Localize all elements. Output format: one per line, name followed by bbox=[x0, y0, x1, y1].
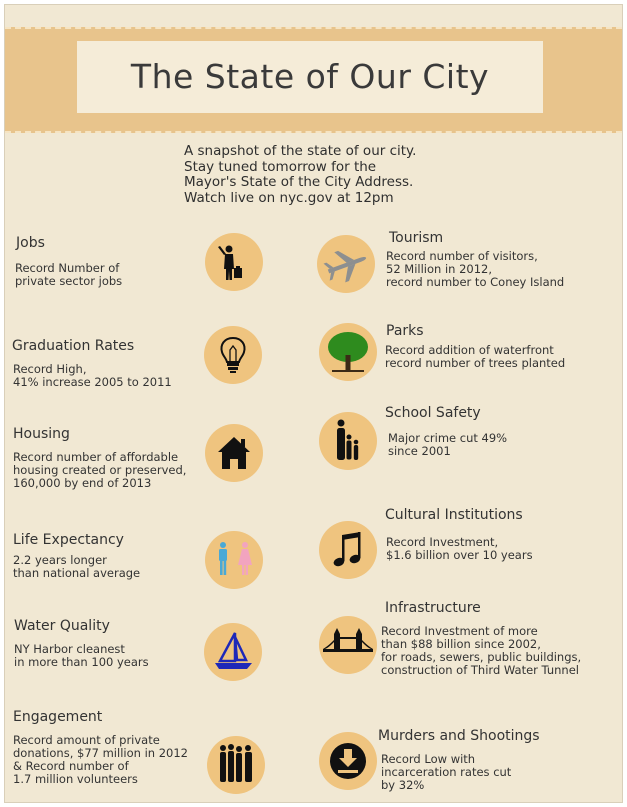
school-safety-heading: School Safety bbox=[385, 405, 481, 421]
house-icon bbox=[205, 424, 263, 482]
graduation-heading: Graduation Rates bbox=[12, 338, 135, 354]
desc-line: than $88 billion since 2002, bbox=[381, 637, 541, 651]
businessman-icon bbox=[205, 233, 263, 291]
parks-description bbox=[385, 344, 565, 370]
music-note-icon bbox=[319, 521, 377, 579]
desc-line: in more than 100 years bbox=[14, 655, 149, 669]
desc-line: NY Harbor cleanest bbox=[14, 642, 125, 656]
murders-shootings-description bbox=[381, 753, 511, 792]
cultural-institutions-description bbox=[386, 536, 533, 562]
tourism-heading: Tourism bbox=[389, 230, 444, 246]
infographic-page bbox=[4, 4, 623, 803]
graduation-description bbox=[13, 363, 172, 389]
jobs-heading: Jobs bbox=[16, 235, 45, 251]
school-safety-icon-badge bbox=[319, 412, 377, 470]
tree-icon bbox=[319, 323, 377, 381]
desc-line: Record number of visitors, bbox=[386, 249, 538, 263]
desc-line: incarceration rates cut bbox=[381, 765, 512, 779]
intro-line: Stay tuned tomorrow for the bbox=[184, 158, 377, 175]
desc-line: Record Investment, bbox=[386, 535, 499, 549]
infrastructure-description bbox=[381, 625, 581, 677]
housing-description bbox=[13, 451, 186, 490]
intro-line: A snapshot of the state of our city. bbox=[184, 143, 417, 159]
volunteers-group-icon bbox=[207, 736, 265, 794]
page-title: The State of Our City bbox=[130, 57, 490, 96]
airplane-icon bbox=[317, 235, 375, 293]
desc-line: Record Investment of more bbox=[381, 624, 538, 638]
tourism-icon-badge bbox=[317, 235, 375, 293]
intro-text bbox=[184, 144, 484, 206]
infrastructure-icon-badge bbox=[319, 616, 377, 674]
engagement-icon-badge bbox=[207, 736, 265, 794]
jobs-icon-badge bbox=[205, 233, 263, 291]
desc-line: Record amount of private bbox=[13, 733, 160, 747]
cultural-institutions-icon-badge bbox=[319, 521, 377, 579]
desc-line: than national average bbox=[13, 566, 141, 580]
life-expectancy-icon-badge bbox=[205, 531, 263, 589]
desc-line: construction of Third Water Tunnel bbox=[381, 663, 579, 677]
desc-line: record number to Coney Island bbox=[386, 275, 565, 289]
parks-heading: Parks bbox=[386, 323, 424, 339]
water-quality-heading: Water Quality bbox=[14, 618, 110, 634]
desc-line: Record addition of waterfront bbox=[385, 343, 554, 357]
intro-line: Watch live on nyc.gov at 12pm bbox=[184, 189, 394, 206]
life-expectancy-description bbox=[13, 554, 140, 580]
tourism-description bbox=[386, 250, 564, 289]
family-icon bbox=[319, 412, 377, 470]
desc-line: 160,000 by end of 2013 bbox=[13, 476, 152, 490]
desc-line: for roads, sewers, public buildings, bbox=[381, 650, 582, 664]
desc-line: 41% increase 2005 to 2011 bbox=[13, 375, 172, 389]
desc-line: Record Number of bbox=[15, 261, 120, 275]
desc-line: Record number of affordable bbox=[13, 450, 179, 464]
lightbulb-icon bbox=[204, 326, 262, 384]
desc-line: 52 Million in 2012, bbox=[386, 262, 493, 276]
engagement-description bbox=[13, 734, 188, 786]
desc-line: 1.7 million volunteers bbox=[13, 772, 138, 786]
engagement-heading: Engagement bbox=[13, 709, 103, 725]
housing-heading: Housing bbox=[13, 426, 70, 442]
jobs-description bbox=[15, 262, 122, 288]
desc-line: donations, $77 million in 2012 bbox=[13, 746, 188, 760]
water-quality-description bbox=[14, 643, 149, 669]
water-quality-icon-badge bbox=[204, 623, 262, 681]
desc-line: by 32% bbox=[381, 778, 425, 792]
sailboat-icon bbox=[204, 623, 262, 681]
desc-line: since 2001 bbox=[388, 444, 451, 458]
life-expectancy-heading: Life Expectancy bbox=[13, 532, 124, 548]
download-arrow-icon bbox=[319, 732, 377, 790]
desc-line: Record Low with bbox=[381, 752, 476, 766]
desc-line: private sector jobs bbox=[15, 274, 123, 288]
desc-line: $1.6 billion over 10 years bbox=[386, 548, 533, 562]
graduation-icon-badge bbox=[204, 326, 262, 384]
desc-line: housing created or preserved, bbox=[13, 463, 187, 477]
desc-line: Record High, bbox=[13, 362, 87, 376]
infrastructure-heading: Infrastructure bbox=[385, 600, 481, 616]
desc-line: & Record number of bbox=[13, 759, 129, 773]
intro-line: Mayor's State of the City Address. bbox=[184, 174, 414, 190]
murders-shootings-icon-badge bbox=[319, 732, 377, 790]
housing-icon-badge bbox=[205, 424, 263, 482]
cultural-institutions-heading: Cultural Institutions bbox=[385, 507, 523, 523]
desc-line: Major crime cut 49% bbox=[388, 431, 508, 445]
man-woman-icon bbox=[205, 531, 263, 589]
desc-line: 2.2 years longer bbox=[13, 553, 107, 567]
parks-icon-badge bbox=[319, 323, 377, 381]
murders-shootings-heading: Murders and Shootings bbox=[378, 728, 540, 744]
desc-line: record number of trees planted bbox=[385, 356, 566, 370]
school-safety-description bbox=[388, 432, 507, 458]
bridge-icon bbox=[319, 616, 377, 674]
